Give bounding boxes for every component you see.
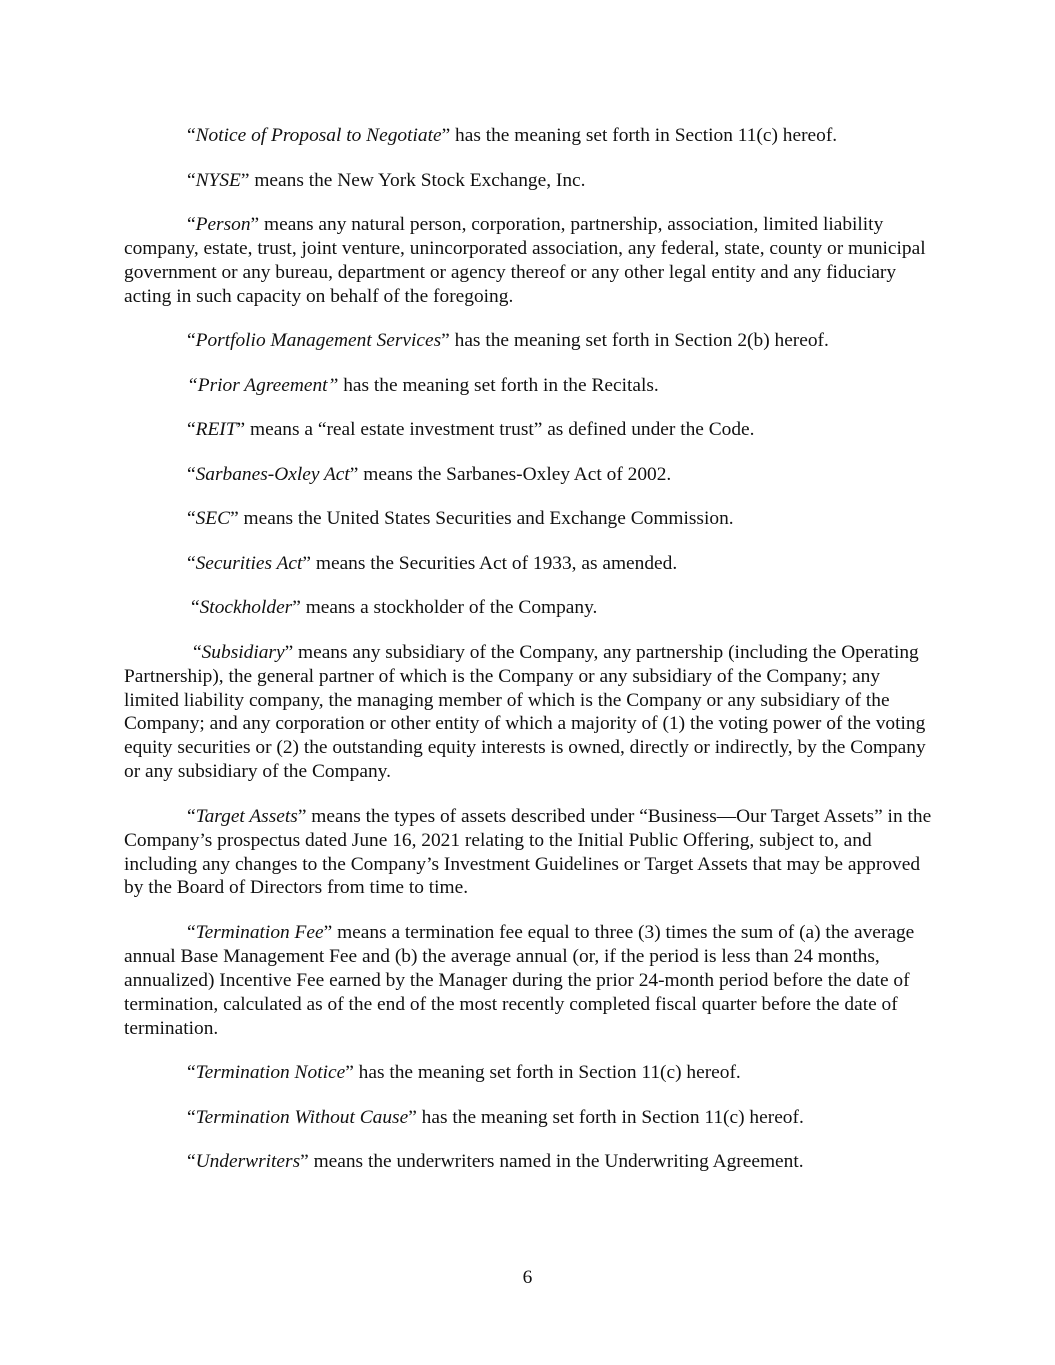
definition-body: ” means a termination fee equal to three (3) times the sum of (a) the average annual Base Management Fee and (b) the average annual (or, if the period is less than 24 months, annualized) Incentive Fee earned by the Manager during the prior 24-month period before the date of termination, calculated as of the end of the most recently completed fiscal quarter before the date of termination. — [124, 921, 915, 1039]
definition-sec — [124, 507, 936, 531]
definition-body: ” means the underwriters named in the Underwriting Agreement. — [300, 1151, 804, 1173]
open-quote: “ — [187, 552, 196, 574]
definition-sarbanes-oxley-act — [124, 463, 936, 487]
definition-underwriters — [124, 1150, 936, 1174]
definition-body: ” has the meaning set forth in Section 11(c) hereof. — [408, 1106, 804, 1128]
defined-term: Subsidiary — [201, 641, 285, 663]
definition-body: ” means the New York Stock Exchange, Inc. — [240, 169, 586, 191]
definition-termination-without-cause — [124, 1106, 936, 1130]
open-quote: “ — [187, 419, 196, 441]
open-quote: “ — [187, 921, 196, 943]
defined-term: NYSE — [195, 169, 241, 191]
open-quote: “ — [187, 330, 196, 352]
defined-term: Person — [195, 214, 251, 235]
document-page — [124, 124, 936, 1195]
defined-term: Underwriters — [195, 1151, 301, 1173]
defined-term: Termination Fee — [195, 921, 324, 943]
defined-term: REIT — [195, 419, 237, 441]
defined-term: Securities Act — [195, 552, 303, 574]
open-quote: “ — [187, 508, 196, 530]
definition-subsidiary — [124, 641, 936, 784]
definition-body: ” means the Sarbanes-Oxley Act of 2002. — [349, 463, 672, 485]
open-quote: “ — [187, 214, 196, 235]
open-quote: “ — [187, 805, 196, 827]
defined-term: Termination Notice — [195, 1062, 346, 1084]
open-quote: “ — [187, 125, 196, 146]
definition-portfolio-management-services — [124, 329, 936, 353]
definition-body: ” has the meaning set forth in Section 11(c) hereof. — [441, 125, 838, 146]
open-quote: “ — [187, 463, 196, 485]
definition-body: ” has the meaning set forth in Section 2(b) hereof. — [441, 330, 829, 352]
definition-body: ” means the types of assets described under “Business—Our Target Assets” in the Company’s prospectus dated June 16, 2021 relating to the Initial Public Offering, subject to, and including any changes to the Company’s Investment Guidelines or Target Assets that may be approved by the Board of Directors from time to time. — [124, 805, 932, 899]
definition-termination-fee — [124, 921, 936, 1041]
defined-term: Notice of Proposal to Negotiate — [195, 125, 442, 146]
defined-term: Stockholder — [199, 597, 293, 619]
defined-term: Sarbanes-Oxley Act — [195, 463, 350, 485]
defined-term: SEC — [195, 508, 231, 530]
definition-body: ” means a stockholder of the Company. — [292, 597, 598, 619]
open-quote: “ — [193, 641, 202, 663]
definition-prior-agreement — [124, 374, 936, 398]
open-quote: “ — [187, 169, 196, 191]
definition-body: ” means the Securities Act of 1933, as amended. — [302, 552, 678, 574]
defined-term: Portfolio Management Services — [195, 330, 442, 352]
definition-body: ” has the meaning set forth in Section 11(c) hereof. — [345, 1062, 741, 1084]
definition-termination-notice — [124, 1061, 936, 1085]
open-quote: “ — [191, 597, 200, 619]
defined-term: Target Assets — [195, 805, 298, 827]
defined-term: Termination Without Cause — [195, 1106, 409, 1128]
defined-term: “Prior Agreement” — [187, 374, 339, 396]
definition-body: has the meaning set forth in the Recitals. — [338, 374, 659, 396]
definition-person — [124, 213, 936, 309]
definition-body: ” means any natural person, corporation, partnership, association, limited liability company, estate, trust, joint venture, unincorporated association, any federal, state, county or municipal government or any bureau, department or agency thereof or any other legal entity and any fiduciary acting in such capacity on behalf of the foregoing. — [124, 214, 926, 307]
definition-reit — [124, 418, 936, 442]
definition-target-assets — [124, 805, 936, 901]
definition-notice-of-proposal-to-negotiate — [124, 124, 936, 148]
open-quote: “ — [187, 1106, 196, 1128]
definition-body: ” means a “real estate investment trust” as defined under the Code. — [236, 419, 755, 441]
open-quote: “ — [187, 1151, 196, 1173]
definition-body: ” means the United States Securities and Exchange Commission. — [230, 508, 734, 530]
page-number: 6 — [522, 1267, 533, 1288]
definition-securities-act — [124, 552, 936, 576]
open-quote: “ — [187, 1062, 196, 1084]
definition-nyse — [124, 169, 936, 193]
definition-body: ” means any subsidiary of the Company, any partnership (including the Operating Partnership), the general partner of which is the Company or any subsidiary of the Company; any limited liability company, the managing member of which is the Company or any subsidiary of the Company; and any corporation or other entity of which a majority of (1) the voting power of the voting equity securities or (2) the outstanding equity interests is owned, directly or indirectly, by the Company or any subsidiary of the Company. — [124, 641, 926, 783]
definition-stockholder — [124, 596, 936, 620]
